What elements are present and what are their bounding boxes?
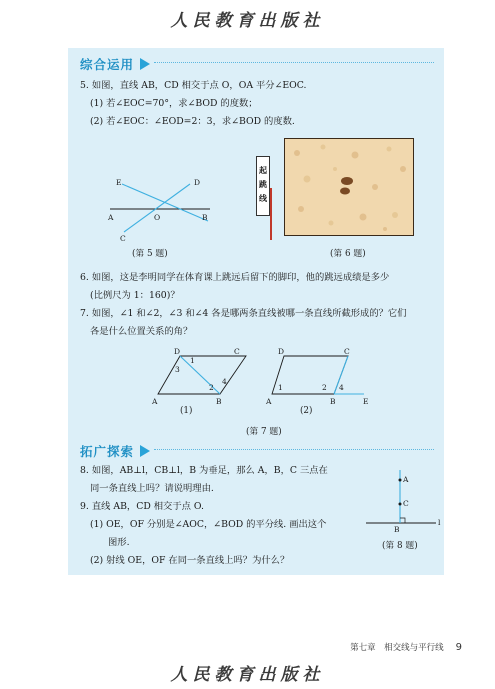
label-c: C	[344, 347, 350, 356]
line-cd	[124, 184, 190, 232]
angle-2: 2	[322, 383, 327, 392]
section-title: 拓广探索	[80, 444, 135, 459]
right-angle-mark	[400, 518, 405, 523]
takeoff-char-3: 线	[259, 193, 267, 203]
angle-1: 1	[278, 383, 283, 392]
label-d: D	[278, 347, 285, 356]
problem-8-line1: 8. 如图，AB⊥l，CB⊥l，B 为垂足，那么 A，B，C 三点在	[80, 465, 328, 476]
section-divider	[154, 449, 434, 450]
section-header-extension	[80, 442, 150, 460]
angle-2: 2	[209, 383, 214, 392]
angle-3: 3	[175, 365, 180, 374]
label-b: B	[394, 525, 400, 534]
takeoff-sign	[256, 156, 270, 216]
play-arrow-icon	[140, 58, 150, 70]
label-o: O	[154, 213, 161, 222]
publisher-footer: 人民教育出版社	[170, 665, 325, 685]
sand-pit	[284, 138, 414, 236]
angle-4: 4	[339, 383, 344, 392]
section-divider	[154, 62, 434, 63]
page-footer	[0, 641, 462, 653]
label-l: l	[438, 518, 441, 527]
footprint-1	[341, 177, 353, 185]
figure-8-caption: (第 8 题)	[382, 541, 418, 551]
problem-7-line2: 各是什么位置关系的角？	[90, 326, 193, 337]
label-e: E	[116, 178, 122, 187]
section-title: 综合运用	[80, 57, 135, 72]
label-a: A	[108, 213, 114, 222]
play-arrow-icon	[140, 445, 150, 457]
figure-7-2-diagram	[264, 346, 374, 406]
label-b: B	[202, 213, 208, 222]
figure-5-diagram	[98, 168, 218, 243]
figure-8-diagram	[364, 468, 444, 533]
label-b: B	[330, 397, 336, 406]
footprint-2	[340, 188, 350, 195]
label-a: A	[152, 397, 158, 406]
label-b: B	[216, 397, 222, 406]
figure-7-1-diagram	[150, 346, 250, 406]
parallelogram-1	[158, 356, 246, 394]
problem-5-q1: (1) 若∠EOC=70°，求∠BOD 的度数；	[90, 98, 258, 109]
figure-7-caption: (第 7 题)	[246, 427, 282, 437]
label-a: A	[266, 397, 272, 406]
label-a: A	[403, 475, 409, 484]
takeoff-line	[270, 188, 272, 240]
problem-7-line1: 7. 如图，∠1 和∠2，∠3 和∠4 各是哪两条直线被哪一条直线所截形成的？它们	[80, 308, 407, 319]
page-number: 9	[455, 642, 462, 653]
label-e: E	[363, 397, 369, 406]
label-c: C	[234, 347, 240, 356]
problem-8-line2: 同一条直线上吗？请说明理由.	[90, 483, 214, 494]
angle-1: 1	[190, 356, 195, 365]
problem-6-line2: (比例尺为 1：160)？	[90, 290, 180, 301]
figure-5-caption: (第 5 题)	[132, 249, 168, 259]
problem-9-q1a: (1) OE，OF 分别是∠AOC，∠BOD 的平分线. 画出这个	[90, 519, 327, 530]
label-d: D	[174, 347, 181, 356]
sand-texture	[285, 139, 413, 235]
angle-4: 4	[222, 377, 227, 386]
section-header-comprehensive	[80, 55, 150, 73]
diagonal-db	[180, 356, 220, 394]
figure-7-sub2: (2)	[300, 406, 313, 416]
problem-9-q1b: 图形.	[108, 537, 130, 548]
takeoff-char-2: 跳	[259, 179, 267, 189]
figure-6-caption: (第 6 题)	[330, 249, 366, 259]
figure-7-sub1: (1)	[180, 406, 193, 416]
takeoff-char-1: 起	[259, 165, 267, 175]
problem-6-line1: 6. 如图，这是李明同学在体育课上跳远后留下的脚印，他的跳远成绩是多少	[80, 272, 390, 283]
problem-9-stem: 9. 直线 AB，CD 相交于点 O.	[80, 501, 204, 512]
problem-5-q2: (2) 若∠EOC：∠EOD=2：3，求∠BOD 的度数.	[90, 116, 295, 127]
publisher-header: 人民教育出版社	[170, 11, 325, 31]
exercise-panel	[68, 48, 444, 575]
label-c: C	[403, 499, 409, 508]
chapter-title: 第七章 相交线与平行线	[350, 643, 444, 653]
problem-9-q2: (2) 射线 OE，OF 在同一条直线上吗？为什么？	[90, 555, 290, 566]
problem-5-stem: 5. 如图，直线 AB，CD 相交于点 O，OA 平分∠EOC.	[80, 80, 307, 91]
label-d: D	[194, 178, 201, 187]
label-c: C	[120, 234, 126, 243]
